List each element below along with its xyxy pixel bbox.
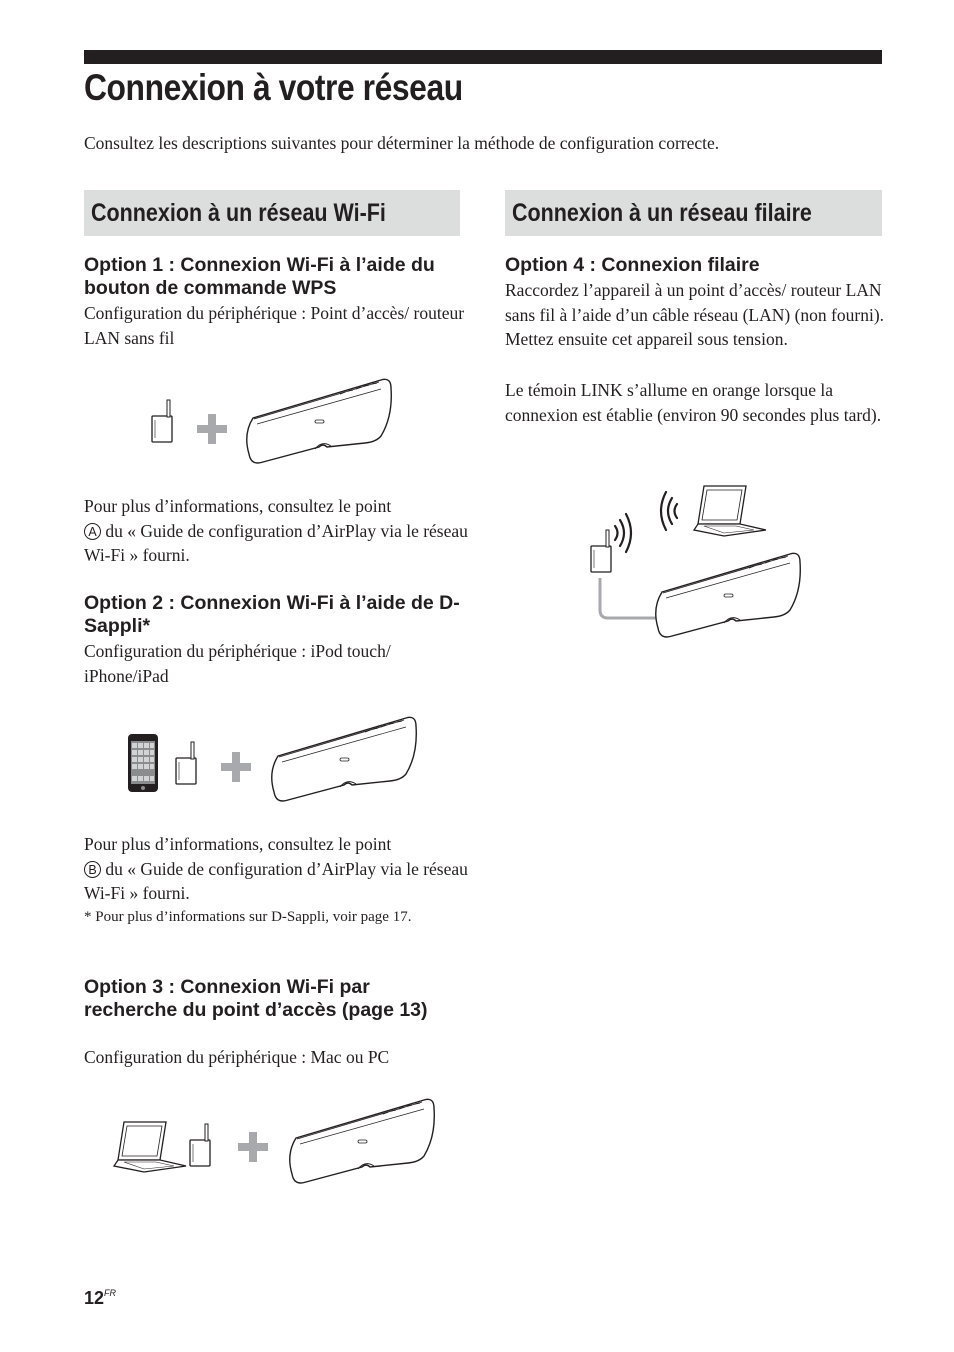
footnote <box>84 906 424 929</box>
option4-illustration <box>580 478 810 648</box>
option3-illustration <box>108 1094 443 1194</box>
laptop-icon <box>694 486 766 536</box>
footnote-mark: * <box>84 909 92 925</box>
point-a-marker: A <box>84 523 101 540</box>
option2-illustration <box>120 710 430 810</box>
intro-text: Consultez les descriptions suivantes pour déterminer la méthode de configuration correcte. <box>84 133 720 153</box>
option1-info-post: du « Guide de configuration d’AirPlay via le réseau Wi-Fi » fourni. <box>84 520 468 565</box>
option1-info-pre: Pour plus d’informations, consultez le point <box>84 496 392 516</box>
option2-info-post: du « Guide de configuration d’AirPlay via le réseau Wi-Fi » fourni. <box>84 858 468 903</box>
option2-title: Option 2 : Connexion Wi-Fi à l’aide de D-Sappli* <box>84 592 460 637</box>
page-number-value: 12 <box>84 1288 105 1308</box>
speaker-dock-icon <box>247 379 392 463</box>
iphone-icon <box>128 734 158 792</box>
title-rule <box>84 50 882 64</box>
speaker-dock-icon <box>272 717 417 801</box>
plus-icon <box>221 752 251 782</box>
page-number <box>84 1282 116 1309</box>
speaker-dock-icon <box>656 553 801 637</box>
page-title: Connexion à votre réseau <box>84 67 463 108</box>
access-point-icon <box>190 1124 210 1166</box>
section-heading-wifi <box>84 190 460 236</box>
option1-title: Option 1 : Connexion Wi-Fi à l’aide du bouton de commande WPS <box>84 254 435 299</box>
speaker-dock-icon <box>290 1099 435 1183</box>
access-point-icon <box>176 742 196 784</box>
plus-icon <box>197 414 227 444</box>
option2-config: Configuration du périphérique : iPod touch/ iPhone/iPad <box>84 641 391 686</box>
wifi-waves-icon <box>661 492 677 530</box>
footnote-text: Pour plus d’informations sur D-Sappli, voir page 17. <box>95 909 412 925</box>
point-b-marker: B <box>84 861 101 878</box>
plus-icon <box>238 1132 268 1162</box>
section-heading-wired <box>505 190 882 236</box>
laptop-icon <box>114 1122 186 1172</box>
option1-illustration <box>140 370 400 470</box>
access-point-icon <box>152 400 172 442</box>
section-heading-wifi-label: Connexion à un réseau Wi-Fi <box>91 199 386 227</box>
option4-text2: Le témoin LINK s’allume en orange lorsque la connexion est établie (environ 90 secondes plus tard). <box>505 380 882 425</box>
option4-text1: Raccordez l’appareil à un point d’accès/ routeur LAN sans fil à l’aide d’un câble réseau (LAN) (non fourni). Mettez ensuite cet appareil sous tension. <box>505 280 885 349</box>
wifi-waves-icon <box>615 514 631 552</box>
option2-info-pre: Pour plus d’informations, consultez le point <box>84 834 392 854</box>
page-number-lang: FR <box>104 1288 117 1298</box>
option1-config: Configuration du périphérique : Point d’accès/ routeur LAN sans fil <box>84 303 465 348</box>
option1-info <box>84 494 468 568</box>
access-point-icon <box>591 530 611 572</box>
option3-config: Configuration du périphérique : Mac ou PC <box>84 1047 390 1067</box>
option3-title: Option 3 : Connexion Wi-Fi par recherche du point d’accès (page 13) <box>84 976 428 1021</box>
option2-info <box>84 832 468 906</box>
section-heading-wired-label: Connexion à un réseau filaire <box>512 199 812 227</box>
option4-title: Option 4 : Connexion filaire <box>505 254 760 276</box>
